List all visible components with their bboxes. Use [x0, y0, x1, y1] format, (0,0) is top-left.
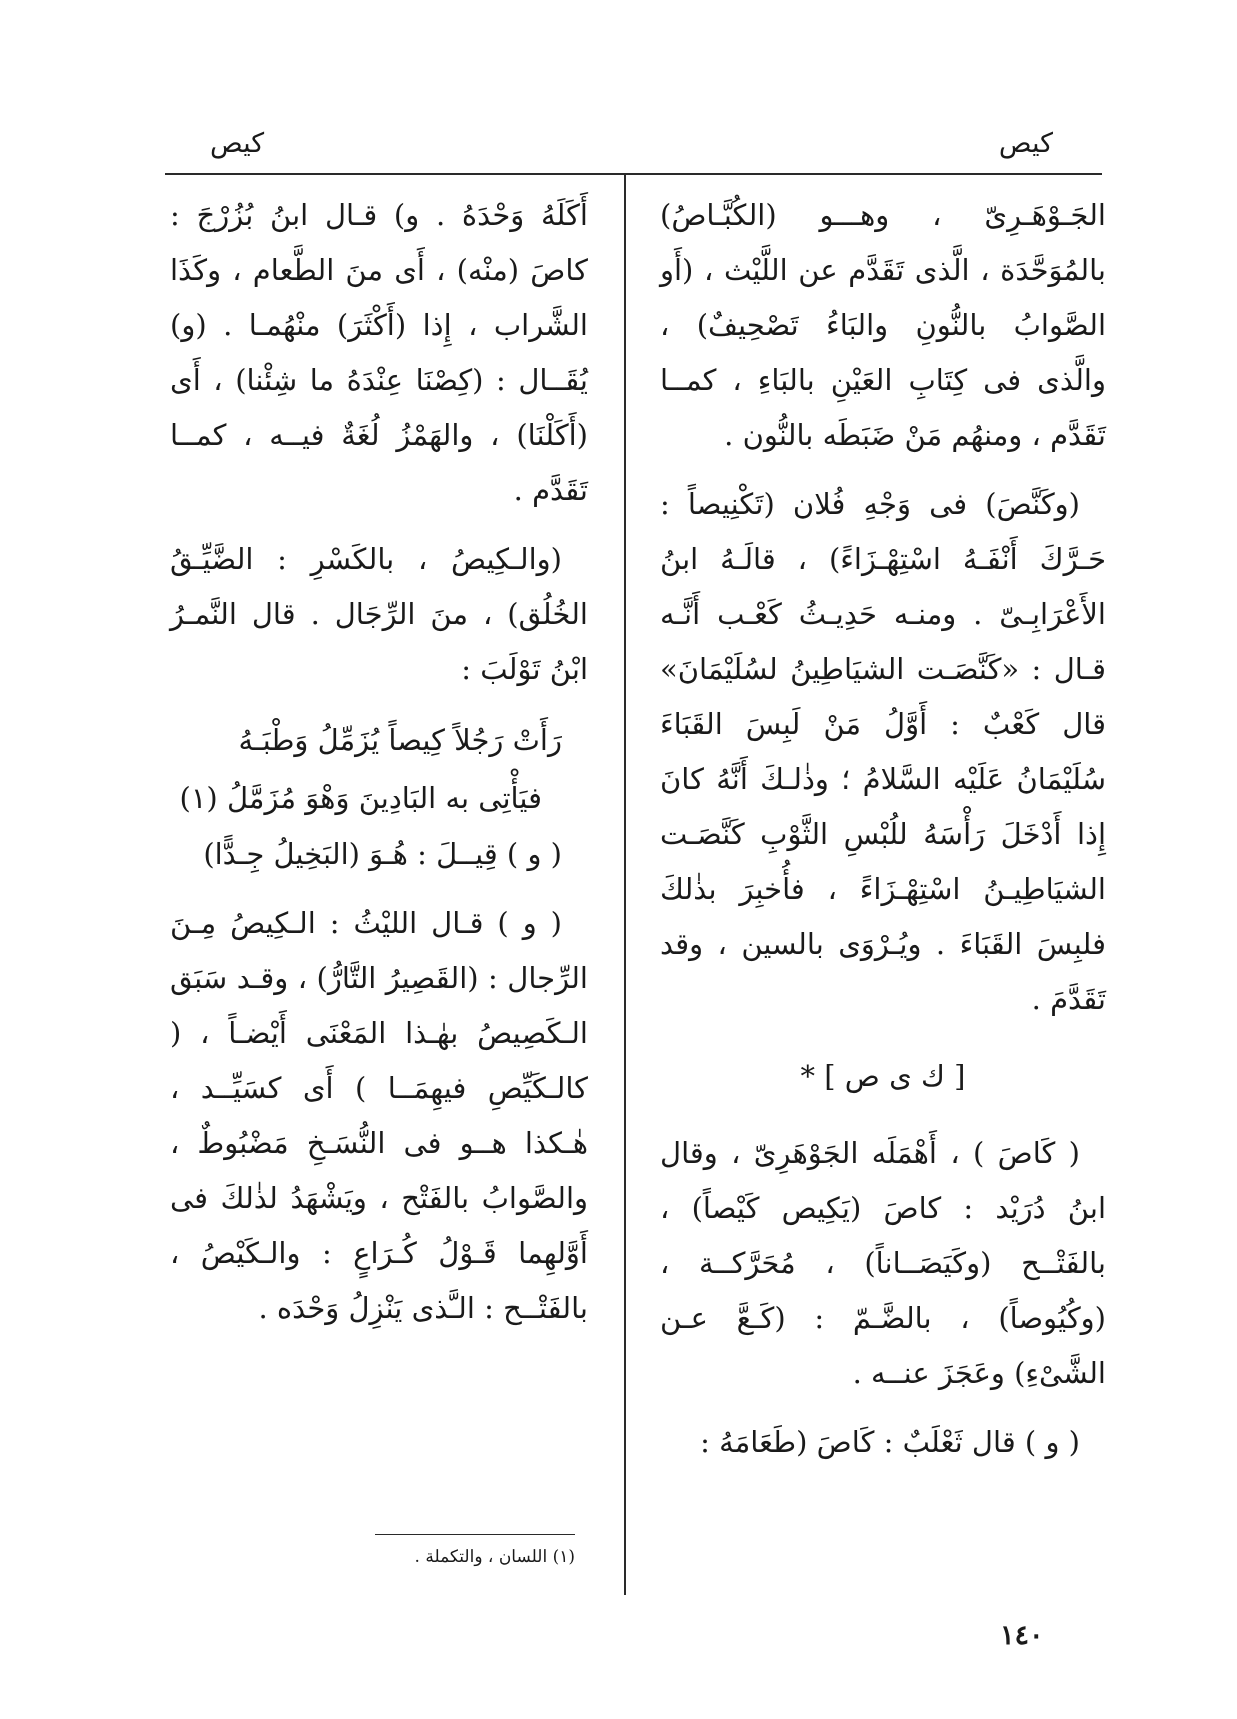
- entry-paragraph: ( و ) قـال الليْثُ : الـكِيصُ مِـنَ الرِّجال : (القَصِيرُ التَّارُّ) ، وقـد سَبَق الـكَصِيصُ بهٰـذا المَعْنَى أَيْضـاً ، ( كالـكَيِّصِ فيهِمَــا ) أَى كسَيِّــد ، هٰـكذا هــو فى النُّسَـخِ مَضْبُوطٌ ، والصَّوابُ بالفَتْح ، ويَشْهَدُ لذٰلكَ فى أَوَّلهِما قَـوْلُ كُـرَاعٍ : والـكَيْصُ ، بالفَتْــح : الـَّذى يَنْزِلُ وَحْدَه .: [170, 906, 588, 1325]
- left-column: [170, 188, 588, 1350]
- entry-paragraph: ( كَاصَ ) ، أَهْمَلَه الجَوْهَرِىّ ، وقال ابنُ دُرَيْد : كاصَ (يَكِيص كَيْصاً) ، بالفَتْــح (وكَيَصَــاناً) ، مُحَرَّكــة ، (وكُيُوصاً) ، بالضَّـمّ : (كَـعَّ عـن الشَّىْءِ) وعَجَزَ عنــه .: [660, 1136, 1106, 1390]
- section-heading-kys: [ ك ى ص ] *: [800, 1059, 966, 1093]
- running-head-left: كيص: [210, 128, 265, 159]
- verse-hemistich-first: رَأَتْ رَجُلاً كِيصاً يُزَمِّلُ وَطْبَـهُ: [238, 723, 562, 757]
- running-head-right: كيص: [998, 128, 1053, 159]
- column-divider: [624, 175, 626, 1595]
- page-number: ١٤٠: [1000, 1620, 1044, 1651]
- entry-paragraph: ( و ) قال ثَعْلَبٌ : كَاصَ (طَعَامَهُ :: [700, 1425, 1080, 1459]
- verse-hemistich-second: فيَأْتِى به البَادِينَ وَهْوَ مُزَمَّلُ (١): [179, 781, 542, 815]
- footnote: (١) اللسان ، والتكملة .: [414, 1547, 575, 1567]
- entry-paragraph: (والـكِيصُ ، بالكَسْرِ : الضَّيِّـقُ الخُلُق) ، منَ الرِّجَال . قال النَّمـرُ ابْنُ تَوْلَبَ :: [170, 542, 588, 686]
- entry-paragraph: أَكَلَهُ وَحْدَهُ . و) قـال ابنُ بُزُرْجَ : كاصَ (منْه) ، أَى منَ الطَّعام ، وكَذَا الشَّراب ، إِذا (أَكْثَرَ) منْهُمـا . (و) يُقَــال : (كِصْنَا عِنْدَهُ ما شِئْنا) ، أَى (أَكَلْنَا) ، والهَمْزُ لُغَةٌ فيــه ، كمــا تَقَدَّم .: [170, 198, 588, 507]
- poetry-verse: [170, 711, 588, 827]
- header-rule: [165, 173, 1102, 175]
- right-column: [660, 188, 1106, 1484]
- entry-paragraph: الجَـوْهَـرِىّ ، وهـــو (الكُبَّـاصُ) بالمُوَحَّدَة ، الَّذى تَقَدَّم عن اللَّيْث ، (أَو الصَّوابُ بالنُّونِ والبَاءُ تَصْحِيفٌ) ، والَّذى فى كِتَابِ العَيْنِ بالبَاءِ ، كمــا تَقَدَّم ، ومنهُم مَنْ ضَبَطَه بالنُّون .: [660, 198, 1106, 452]
- entry-paragraph: (وكَنَّصَ) فى وَجْهِ فُلان (تَكْنِيصاً : حَـرَّكَ أَنْفَـهُ اسْتِهْـزَاءً) ، قالَـهُ ابنُ الأَعْرَابِـىّ . ومنـه حَدِيـثُ كَعْـب أَنَّـه قـال : «كَنَّصَـت الشيَاطِينُ لسُلَيْمَانَ» قال كَعْبٌ : أَوَّلُ مَنْ لَبِسَ القَبَاءَ سُلَيْمَانُ عَلَيْه السَّلامُ ؛ وذٰلـكَ أَنَّهُ كانَ إِذا أَدْخَلَ رَأْسَهُ للُبْسِ الثَّوْبِ كَنَّصَـت الشيَاطِيـنُ اسْتِهْـزَاءً ، فأُخبِرَ بذٰلكَ فلبِسَ القَبَاءَ . ويُـرْوَى بالسين ، وقد تَقَدَّمَ .: [660, 487, 1106, 1016]
- entry-paragraph: ( و ) قِيــلَ : هُـوَ (البَخِيلُ جِـدًّا): [203, 837, 562, 871]
- footnote-rule: [375, 1534, 575, 1535]
